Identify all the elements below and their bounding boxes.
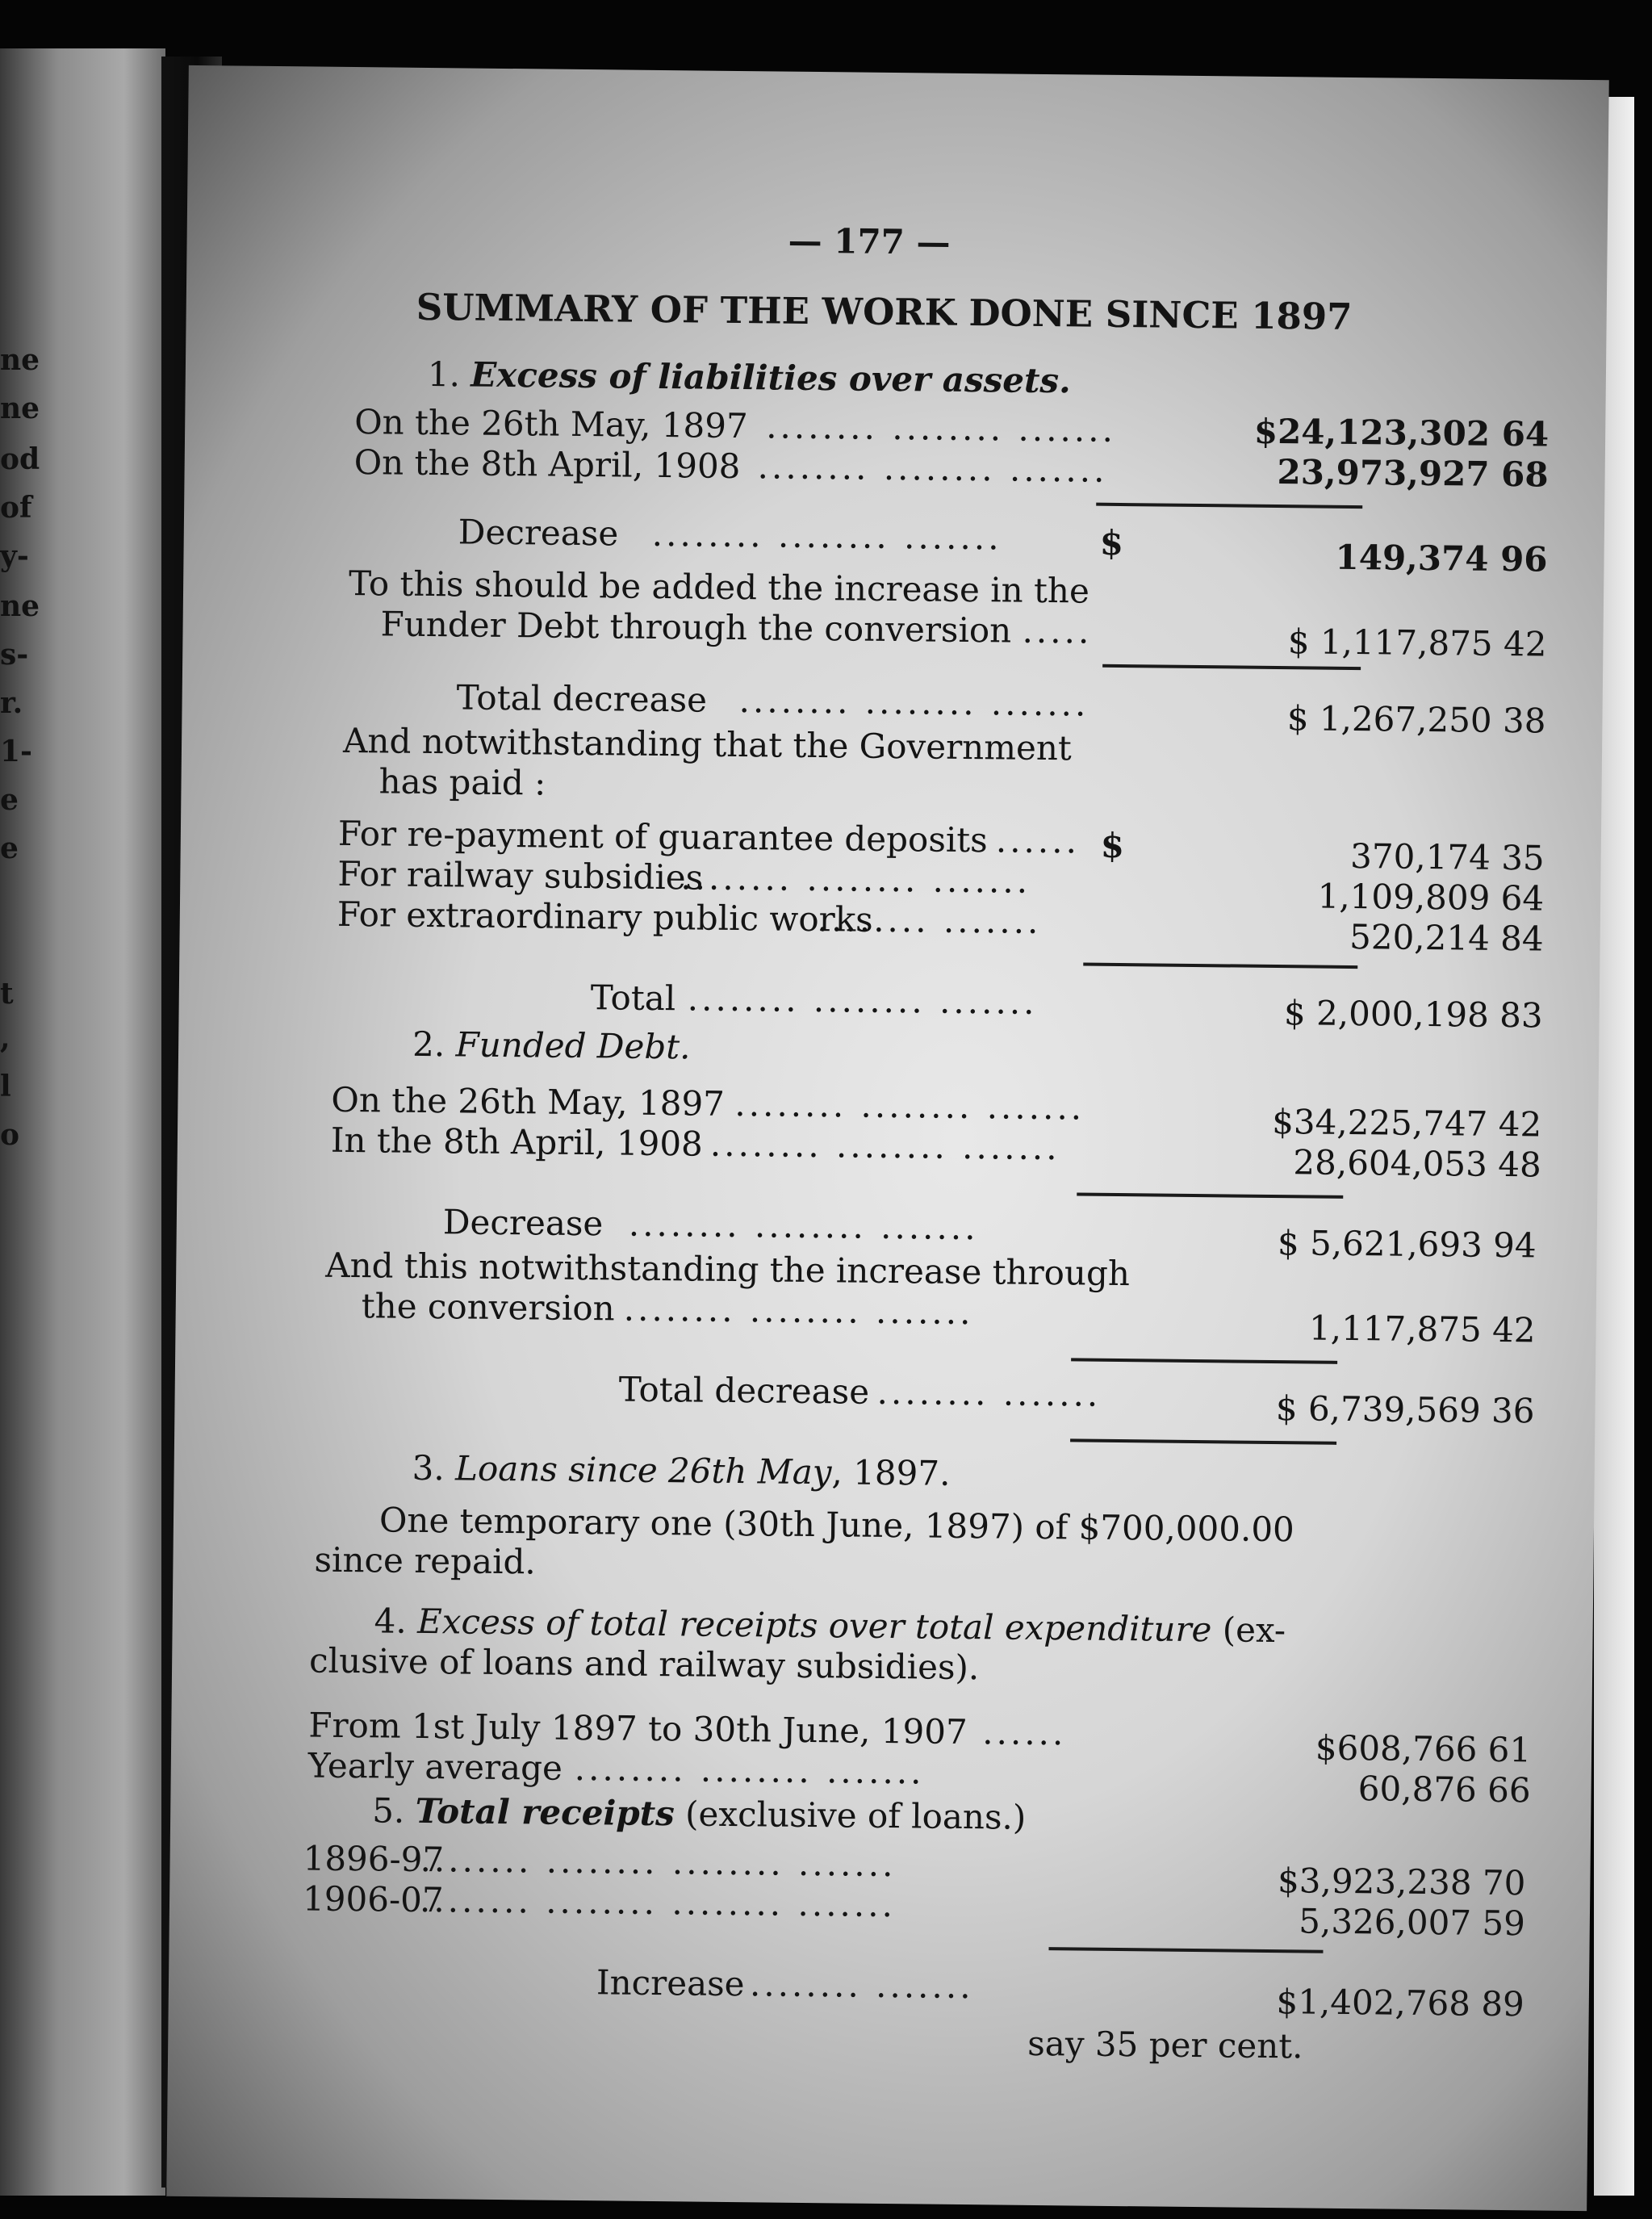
section2-heading (412, 1024, 691, 1067)
s4-row1-amount: $608,766 61 (1315, 1727, 1532, 1770)
s1-decrease-label: Decrease (458, 512, 619, 554)
left-page-fragment: o (0, 1118, 20, 1152)
left-page-fragment: ne (0, 589, 40, 623)
section2-heading-text: Funded Debt. (455, 1024, 691, 1067)
s2-row2-amount: 28,604,053 48 (1293, 1142, 1541, 1185)
left-page-fragment: t (0, 977, 14, 1011)
section1-heading-text: Excess of liabilities over assets. (471, 354, 1071, 401)
s3-line1: One temporary one (30th June, 1897) of $700,000.00 (378, 1500, 1295, 1550)
section3-heading (412, 1448, 950, 1493)
s2-rule-3 (1070, 1438, 1336, 1444)
s4-row2-leader: ........ ........ ....... (574, 1748, 925, 1792)
section1-heading (428, 354, 1071, 400)
left-page-fragment: 1- (0, 735, 32, 768)
left-page-fragment: od (0, 442, 40, 476)
section4-heading-text: Excess of total receipts over total expenditure (416, 1601, 1212, 1650)
section3-number: 3. (412, 1447, 445, 1488)
s2-total-decrease-label: Total decrease (618, 1369, 870, 1412)
s1-decrease-leader: ........ ........ ....... (651, 513, 1002, 558)
s2-rule-2 (1071, 1358, 1337, 1363)
s1-rule-3 (1083, 963, 1357, 969)
s1-total-decrease-amount: $ 1,267,250 38 (1286, 698, 1546, 741)
left-page-fragment: y- (0, 539, 29, 573)
section5-heading-tail: (exclusive of loans.) (684, 1794, 1027, 1837)
s5-increase-label: Increase (596, 1962, 745, 2004)
s1-row1-label: On the 26th May, 1897 (354, 402, 748, 446)
s2-row1-amount: $34,225,747 42 (1271, 1101, 1542, 1145)
page-title: SUMMARY OF THE WORK DONE SINCE 1897 (416, 285, 1353, 338)
s4-row2-amount: 60,876 66 (1357, 1769, 1531, 1811)
section2-number: 2. (412, 1024, 445, 1065)
s1-added-leader: ..... (1022, 610, 1093, 651)
s5-row2-label: 1906-07 (302, 1878, 444, 1920)
s1-pay3-amount: 520,214 84 (1349, 916, 1544, 959)
s1-row2-label: On the 8th April, 1908 (353, 442, 741, 487)
s1-pay3-leader: ........ ....... (817, 899, 1042, 941)
s5-row2-amount: 5,326,007 59 (1299, 1901, 1526, 1944)
s5-increase-amount: $1,402,768 89 (1276, 1982, 1525, 2024)
section3-heading-year: , 1897. (831, 1452, 951, 1493)
section3-heading-text: Loans since 26th May (454, 1448, 832, 1493)
section5-heading (372, 1790, 1027, 1836)
s2-decrease-leader: ........ ........ ....... (628, 1204, 979, 1248)
s1-decrease-amount: 149,374 96 (1335, 537, 1548, 580)
s5-row1-leader: ........ ........ ........ ....... (420, 1839, 897, 1885)
section4-heading-tail: (ex- (1222, 1610, 1286, 1651)
s1-added-line2: Funder Debt through the conversion (380, 604, 1012, 651)
s2-conv-amount: 1,117,875 42 (1308, 1308, 1536, 1350)
s1-pay1-amount: 370,174 35 (1349, 835, 1545, 878)
s3-line2: since repaid. (314, 1539, 537, 1582)
s2-row1-leader: ........ ........ ....... (734, 1084, 1085, 1128)
s1-pay1-dollar: $ (1100, 825, 1125, 866)
s5-say: say 35 per cent. (1027, 2023, 1303, 2066)
s2-rule-1 (1077, 1192, 1343, 1198)
s1-added-amount: $ 1,117,875 42 (1287, 622, 1547, 664)
s4-row2-label: Yearly average (307, 1745, 563, 1788)
s1-total-leader: ........ ........ ....... (687, 978, 1038, 1022)
s1-notwithstanding-line2: has paid : (378, 761, 546, 803)
s5-rule-1 (1048, 1947, 1323, 1953)
document-page (166, 65, 1609, 2211)
s4-row1-label: From 1st July 1897 to 30th June, 1907 (308, 1705, 968, 1752)
s5-row2-leader: ........ ........ ........ ....... (419, 1879, 897, 1925)
left-page-fragment: r. (0, 686, 23, 720)
s1-pay1-label: For re-payment of guarantee deposits (337, 813, 989, 860)
s2-conv-line1: And this notwithstanding the increase through (325, 1245, 1131, 1294)
section5-heading-text: Total receipts (415, 1790, 675, 1834)
s1-total-amount: $ 2,000,198 83 (1283, 993, 1543, 1036)
s2-row2-label: In the 8th April, 1908 (330, 1120, 704, 1164)
s2-decrease-amount: $ 5,621,693 94 (1277, 1223, 1537, 1266)
left-page-fragment: of (0, 491, 32, 525)
s2-conv-line2: the conversion (361, 1286, 616, 1329)
page-number: — 177 — (788, 220, 951, 262)
left-page-edge (0, 48, 165, 2196)
s1-added-line1: To this should be added the increase in the (348, 563, 1090, 611)
s1-total-decrease-leader: ........ ........ ....... (738, 680, 1089, 724)
s1-total-decrease-label: Total decrease (456, 677, 708, 720)
section4-number: 4. (374, 1601, 408, 1641)
s2-decrease-label: Decrease (442, 1202, 604, 1244)
left-page-fragment: e (0, 783, 19, 817)
s2-row2-leader: ........ ........ ....... (709, 1124, 1060, 1168)
s2-conv-leader: ........ ........ ....... (623, 1288, 974, 1333)
s4-line2: clusive of loans and railway subsidies). (308, 1640, 980, 1688)
s1-notwithstanding-line1: And notwithstanding that the Government (342, 720, 1073, 768)
s1-pay2-amount: 1,109,809 64 (1317, 876, 1545, 919)
left-page-fragment: s- (0, 638, 29, 672)
s5-increase-leader: ........ ....... (749, 1964, 974, 2007)
s1-pay2-label: For railway subsidies (337, 853, 704, 898)
s2-total-decrease-amount: $ 6,739,569 36 (1275, 1388, 1535, 1431)
left-page-fragment: l (0, 1070, 11, 1103)
s2-row1-label: On the 26th May, 1897 (331, 1079, 726, 1124)
s1-pay1-leader: ...... (995, 820, 1081, 861)
left-page-fragment: , (0, 1021, 10, 1055)
left-page-fragment: e (0, 831, 19, 865)
section1-number: 1. (427, 354, 461, 395)
s1-row2-amount: 23,973,927 68 (1277, 452, 1549, 495)
s1-pay3-label: For extraordinary public works (337, 894, 873, 940)
s2-total-decrease-leader: ........ ....... (876, 1371, 1102, 1414)
s1-pay2-leader: ........ ........ ....... (680, 857, 1031, 901)
s5-row1-amount: $3,923,238 70 (1277, 1861, 1526, 1903)
s1-rule-2 (1102, 664, 1361, 670)
s1-row1-leader: ........ ........ ....... (765, 406, 1117, 450)
s1-decrease-dollar: $ (1099, 522, 1124, 563)
s5-row1-label: 1896-97 (303, 1838, 445, 1880)
section5-number: 5. (371, 1790, 405, 1831)
left-page-fragment: ne (0, 343, 40, 377)
s1-row1-amount: $24,123,302 64 (1253, 411, 1550, 454)
s1-total-label: Total (590, 978, 676, 1019)
s1-row2-leader: ........ ........ ....... (757, 446, 1108, 490)
s4-row1-leader: ...... (982, 1712, 1067, 1753)
left-page-fragment: ne (0, 391, 40, 425)
s1-rule-1 (1096, 503, 1362, 509)
